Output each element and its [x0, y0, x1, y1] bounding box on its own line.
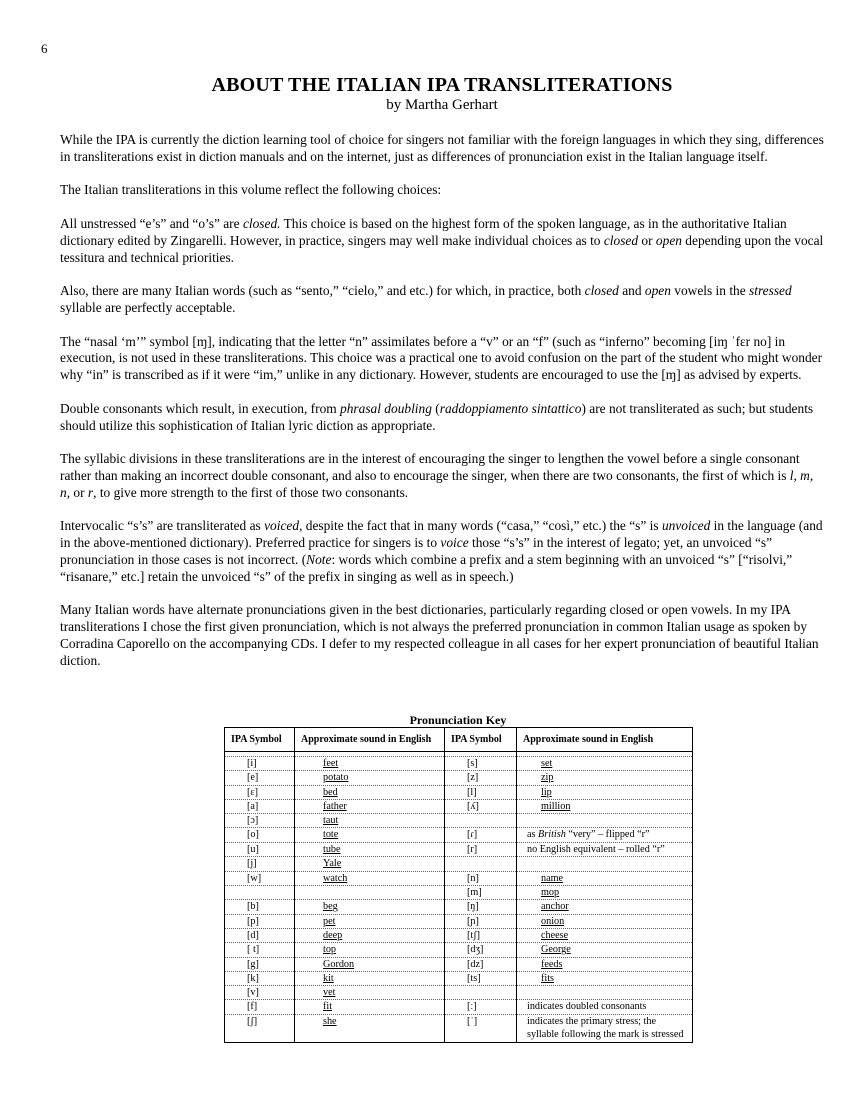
- ipa-symbol-cell: [ɛ]: [225, 785, 295, 799]
- table-row: [225, 871, 693, 885]
- example-word-cell: fit: [295, 1000, 445, 1015]
- table-row: [225, 1014, 693, 1042]
- ipa-symbol-cell: [v]: [225, 986, 295, 1000]
- paragraph-unstressed: All unstressed “e’s” and “o’s” are closed. This choice is based on the highest form of the spoken language, as in the authoritative Italian dictionary edited by Zingarelli. However, in practice, singers may well make individual choices as to closed or open depending upon the vocal tessitura and technical priorities.: [60, 215, 824, 265]
- page-title: ABOUT THE ITALIAN IPA TRANSLITERATIONS: [211, 74, 673, 96]
- article-body: [60, 132, 824, 686]
- paragraph-intervocalic: Intervocalic “s’s” are transliterated as voiced, despite the fact that in many words (“casa,” “così,” etc.) the “s” is unvoiced in the language (and in the above-mentioned dictionary). Preferred practice for singers is to voice those “s’s” in the interest of legato; yet, an unvoiced “s” pronunciation in those cases is not incorrect. (Note: words which combine a prefix and a stem beginning with an unvoiced “s” [“risolvi,” “risanare,” etc.] retain the unvoiced “s” of the prefix in singing as well as in speech.): [60, 518, 823, 584]
- header-ipa-symbol: IPA Symbol: [225, 728, 295, 752]
- ipa-symbol-cell: [e]: [225, 771, 295, 785]
- pronunciation-table: [224, 727, 693, 1043]
- header-approx-sound: Approximate sound in English: [295, 728, 445, 752]
- example-word-cell: million: [517, 799, 693, 813]
- table-row: [225, 785, 693, 799]
- byline: by Martha Gerhart: [386, 97, 498, 113]
- example-word-cell: zip: [517, 771, 693, 785]
- page-number: 6: [41, 41, 48, 56]
- table-row: [225, 943, 693, 957]
- paragraph-stressed: Also, there are many Italian words (such as “sento,” “cielo,” and etc.) for which, in practice, both closed and open vowels in the stressed syllable are perfectly acceptable.: [60, 283, 792, 315]
- table-row: [225, 900, 693, 914]
- example-word-cell: Gordon: [295, 957, 445, 971]
- example-word-cell: tote: [295, 828, 445, 843]
- example-word-cell: anchor: [517, 900, 693, 914]
- ipa-symbol-cell: [m]: [445, 886, 517, 900]
- example-word-cell: potato: [295, 771, 445, 785]
- ipa-symbol-cell: [g]: [225, 957, 295, 971]
- ipa-symbol-cell: [dz]: [445, 957, 517, 971]
- ipa-symbol-cell: [a]: [225, 799, 295, 813]
- ipa-symbol-cell: [k]: [225, 971, 295, 985]
- example-word-cell: bed: [295, 785, 445, 799]
- paragraph-syllabic: The syllabic divisions in these transliterations are in the interest of encouraging the singer to lengthen the vowel before a single consonant rather than making an incorrect double consonant, and also to encourage the singer, when there are two consonants, the first of which is l, m, n, or r, to give more strength to the first of those two consonants.: [60, 451, 814, 500]
- ipa-symbol-cell: [r]: [445, 842, 517, 857]
- header-approx-sound: Approximate sound in English: [517, 728, 693, 752]
- example-word-cell: Yale: [295, 857, 445, 871]
- ipa-symbol-cell: [445, 986, 517, 1000]
- ipa-symbol-cell: [b]: [225, 900, 295, 914]
- paragraph-intro: While the IPA is currently the diction learning tool of choice for singers not familiar with the foreign languages in which they sing, differences in transliterations exist in diction manuals and on the internet, just as differences of pronunciation exist in the Italian language itself.: [60, 132, 824, 164]
- example-word-cell: [295, 886, 445, 900]
- ipa-symbol-cell: [u]: [225, 842, 295, 857]
- example-word-cell: deep: [295, 928, 445, 942]
- ipa-symbol-cell: [d]: [225, 928, 295, 942]
- example-word-cell: lip: [517, 785, 693, 799]
- example-word-cell: as British “very” – flipped “r”: [517, 828, 693, 843]
- ipa-symbol-cell: [dʒ]: [445, 943, 517, 957]
- example-word-cell: vet: [295, 986, 445, 1000]
- ipa-symbol-cell: [i]: [225, 757, 295, 771]
- ipa-symbol-cell: [ˈ]: [445, 1014, 517, 1042]
- table-row: [225, 971, 693, 985]
- table-row: [225, 828, 693, 843]
- ipa-symbol-cell: [225, 886, 295, 900]
- example-word-cell: indicates the primary stress; the syllable following the mark is stressed: [517, 1014, 693, 1042]
- example-word-cell: kit: [295, 971, 445, 985]
- example-word-cell: onion: [517, 914, 693, 928]
- ipa-symbol-cell: [445, 857, 517, 871]
- example-word-cell: cheese: [517, 928, 693, 942]
- table-header-row: [225, 728, 693, 752]
- ipa-symbol-cell: [445, 814, 517, 828]
- pronunciation-key-title: Pronunciation Key: [409, 713, 507, 727]
- ipa-symbol-cell: [w]: [225, 871, 295, 885]
- table-row: [225, 986, 693, 1000]
- example-word-cell: tube: [295, 842, 445, 857]
- example-word-cell: pet: [295, 914, 445, 928]
- example-word-cell: [517, 814, 693, 828]
- table-row: [225, 771, 693, 785]
- pronunciation-key: [224, 713, 692, 1043]
- ipa-symbol-cell: [ t]: [225, 943, 295, 957]
- example-word-cell: top: [295, 943, 445, 957]
- table-row: [225, 886, 693, 900]
- example-word-cell: beg: [295, 900, 445, 914]
- table-body: [225, 752, 693, 1043]
- example-word-cell: no English equivalent – rolled “r”: [517, 842, 693, 857]
- ipa-symbol-cell: [ʃ]: [225, 1014, 295, 1042]
- paragraph-choices: The Italian transliterations in this volume reflect the following choices:: [60, 182, 442, 198]
- ipa-symbol-cell: [ɔ]: [225, 814, 295, 828]
- table-row: [225, 814, 693, 828]
- table-row: [225, 757, 693, 771]
- ipa-symbol-cell: [f]: [225, 1000, 295, 1015]
- ipa-symbol-cell: [ɾ]: [445, 828, 517, 843]
- example-word-cell: father: [295, 799, 445, 813]
- example-word-cell: indicates doubled consonants: [517, 1000, 693, 1015]
- example-word-cell: feet: [295, 757, 445, 771]
- ipa-symbol-cell: [o]: [225, 828, 295, 843]
- ipa-symbol-cell: [ɲ]: [445, 914, 517, 928]
- example-word-cell: she: [295, 1014, 445, 1042]
- example-word-cell: George: [517, 943, 693, 957]
- ipa-symbol-cell: [ŋ]: [445, 900, 517, 914]
- header-ipa-symbol: IPA Symbol: [445, 728, 517, 752]
- example-word-cell: fits: [517, 971, 693, 985]
- ipa-symbol-cell: [n]: [445, 871, 517, 885]
- ipa-symbol-cell: [z]: [445, 771, 517, 785]
- table-row: [225, 799, 693, 813]
- example-word-cell: name: [517, 871, 693, 885]
- example-word-cell: [517, 857, 693, 871]
- example-word-cell: mop: [517, 886, 693, 900]
- table-row: [225, 842, 693, 857]
- table-row: [225, 914, 693, 928]
- example-word-cell: set: [517, 757, 693, 771]
- ipa-symbol-cell: [j]: [225, 857, 295, 871]
- ipa-symbol-cell: [ʎ]: [445, 799, 517, 813]
- table-row: [225, 957, 693, 971]
- example-word-cell: [517, 986, 693, 1000]
- table-row: [225, 1000, 693, 1015]
- ipa-symbol-cell: [ts]: [445, 971, 517, 985]
- paragraph-nasal-m: The “nasal ‘m’” symbol [ɱ], indicating that the letter “n” assimilates before a “v” or an “f” (such as “inferno” becoming [iɱ ˈfɛr no] in execution, is not used in these transliterations. This choice was a practical one to avoid confusion on the part of the student who might wonder why “in” is transcribed as if it were “im,” unlike in any dictionary. However, students are encouraged to use the [ɱ] as advised by experts.: [60, 333, 823, 383]
- example-word-cell: feeds: [517, 957, 693, 971]
- ipa-symbol-cell: [ː]: [445, 1000, 517, 1015]
- ipa-symbol-cell: [p]: [225, 914, 295, 928]
- ipa-symbol-cell: [tʃ]: [445, 928, 517, 942]
- example-word-cell: watch: [295, 871, 445, 885]
- paragraph-double-consonants: Double consonants which result, in execution, from phrasal doubling (raddoppiamento sintattico) are not transliterated as such; but students should utilize this sophistication of Italian lyric diction as appropriate.: [60, 400, 814, 433]
- example-word-cell: taut: [295, 814, 445, 828]
- paragraph-alternates: Many Italian words have alternate pronunciations given in the best dictionaries, particularly regarding closed or open vowels. In my IPA transliterations I chose the first given pronunciation, which is not always the preferred pronunciation in common Italian usage as spoken by Corradina Caporello on the accompanying CDs. I defer to my respected colleague in all cases for her expert pronunciation of beautiful Italian diction.: [60, 602, 819, 668]
- table-row: [225, 928, 693, 942]
- ipa-symbol-cell: [s]: [445, 757, 517, 771]
- table-row: [225, 857, 693, 871]
- ipa-symbol-cell: [l]: [445, 785, 517, 799]
